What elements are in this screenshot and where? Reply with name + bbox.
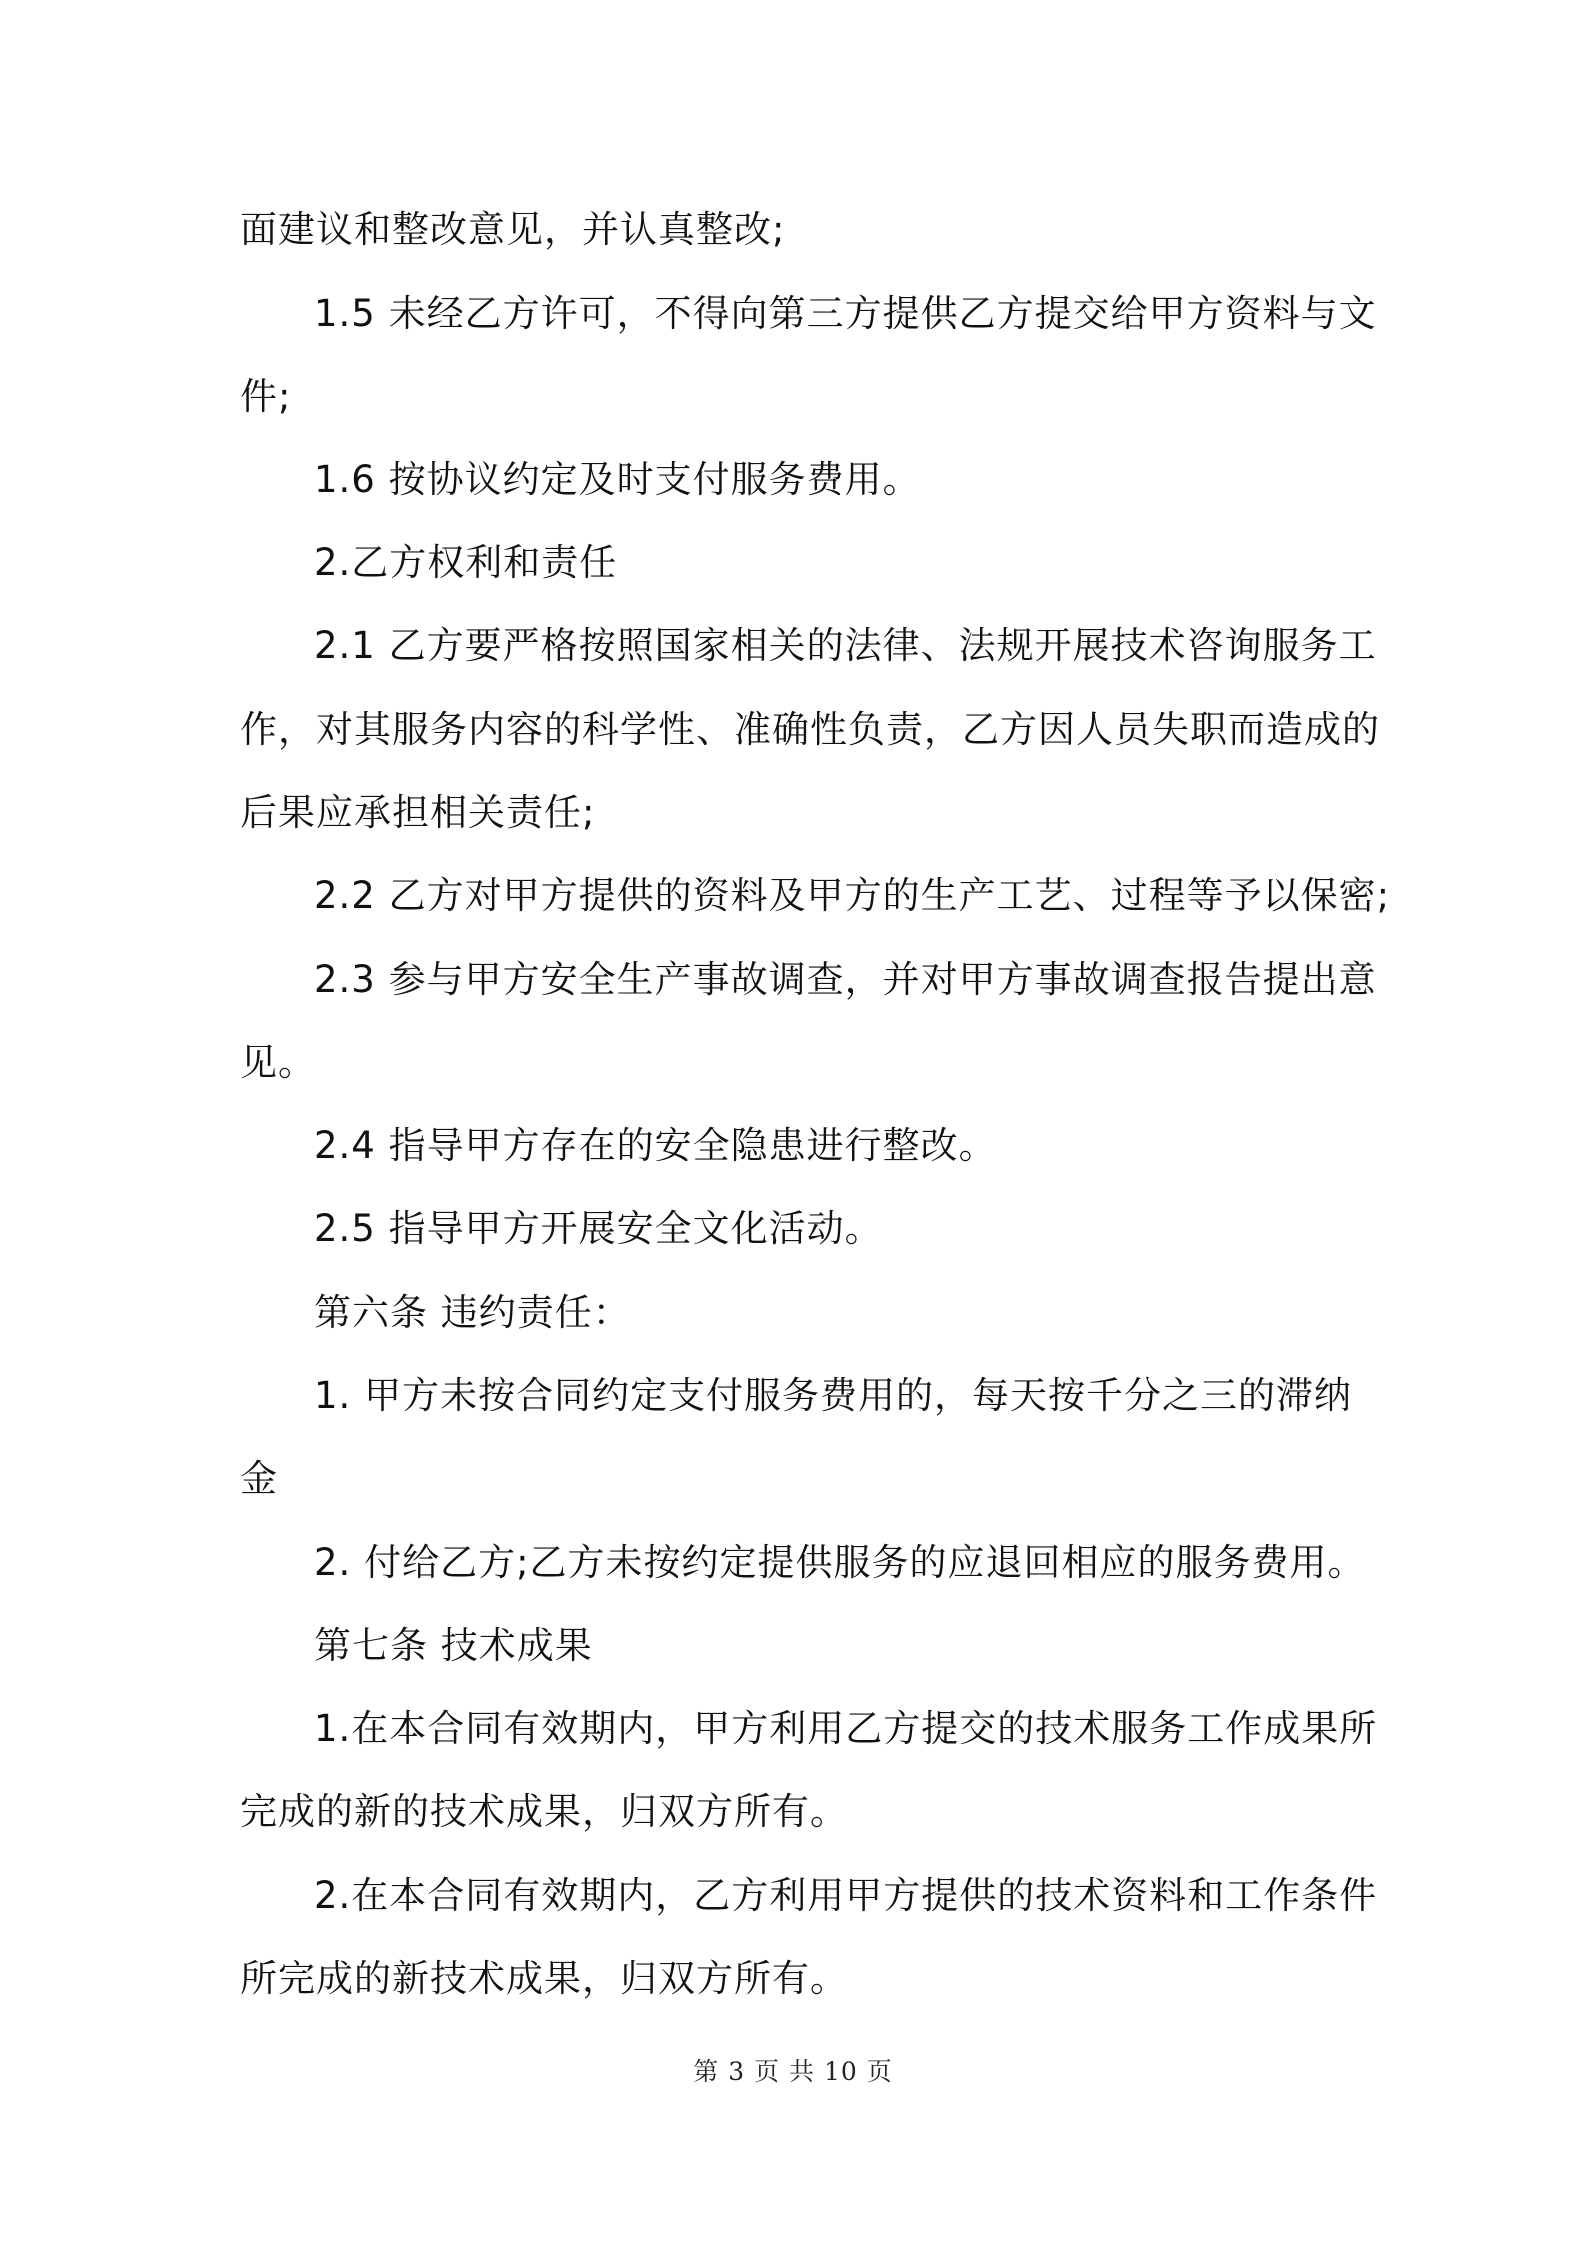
text-line: 1. 甲方未按合同约定支付服务费用的，每天按千分之三的滞纳	[314, 1374, 1353, 1417]
text-line: 后果应承担相关责任;	[240, 791, 596, 834]
text-line: 所完成的新技术成果，归双方所有。	[240, 1957, 848, 2000]
text-line: 金	[240, 1457, 278, 1500]
text-line: 2. 付给乙方;乙方未按约定提供服务的应退回相应的服务费用。	[314, 1541, 1366, 1584]
text-line: 1.5 未经乙方许可，不得向第三方提供乙方提交给甲方资料与文	[314, 292, 1377, 335]
text-line: 2.1 乙方要严格按照国家相关的法律、法规开展技术咨询服务工	[314, 624, 1377, 667]
text-line: 件;	[240, 375, 292, 418]
text-line: 1.6 按协议约定及时支付服务费用。	[314, 458, 921, 501]
section-heading: 第六条 违约责任：	[314, 1291, 631, 1334]
text-line: 完成的新的技术成果，归双方所有。	[240, 1790, 848, 1833]
page-number-footer: 第 3 页 共 10 页	[693, 2057, 893, 2086]
text-line: 面建议和整改意见，并认真整改;	[240, 208, 786, 251]
text-line: 2.5 指导甲方开展安全文化活动。	[314, 1207, 883, 1250]
text-line: 2.乙方权利和责任	[314, 541, 618, 584]
text-line: 2.4 指导甲方存在的安全隐患进行整改。	[314, 1124, 997, 1167]
text-line: 作，对其服务内容的科学性、准确性负责，乙方因人员失职而造成的	[240, 708, 1380, 751]
text-line: 见。	[240, 1041, 316, 1084]
text-line: 2.3 参与甲方安全生产事故调查，并对甲方事故调查报告提出意	[314, 958, 1377, 1001]
text-line: 2.在本合同有效期内，乙方利用甲方提供的技术资料和工作条件	[314, 1874, 1378, 1917]
section-heading: 第七条 技术成果	[314, 1624, 593, 1667]
text-line: 2.2 乙方对甲方提供的资料及甲方的生产工艺、过程等予以保密;	[314, 874, 1391, 917]
text-line: 1.在本合同有效期内，甲方利用乙方提交的技术服务工作成果所	[314, 1707, 1378, 1750]
